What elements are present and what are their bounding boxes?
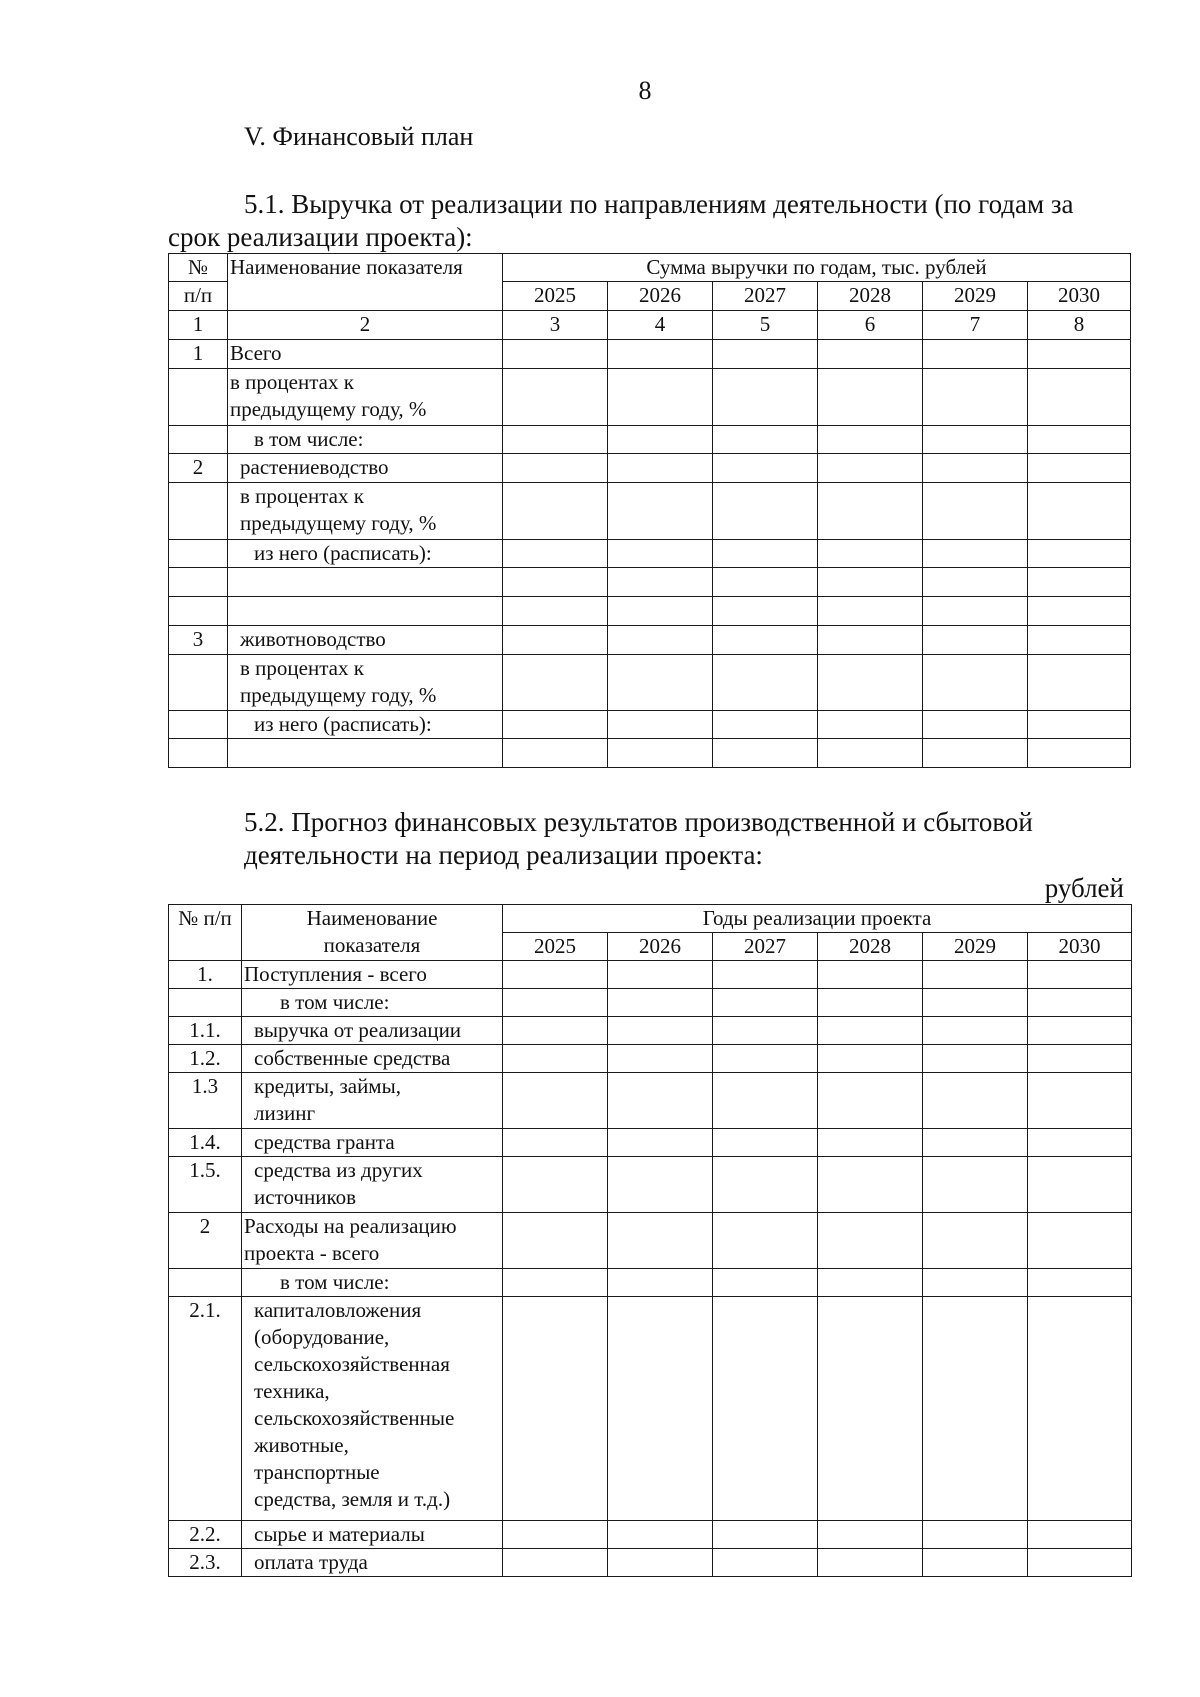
value-cell[interactable] (608, 1129, 713, 1157)
row-name-line: капиталовложения (254, 1298, 422, 1322)
row-number: 1.2. (169, 1045, 242, 1073)
column-number-row (169, 311, 1131, 340)
column-number: 6 (818, 311, 923, 340)
row-name (242, 1073, 503, 1129)
value-cell[interactable] (608, 597, 713, 626)
value-cell[interactable] (818, 1129, 923, 1157)
year-header: 2026 (608, 282, 713, 311)
units-label: рублей (1044, 873, 1124, 903)
col-header-no: № п/п (169, 905, 242, 961)
value-cell[interactable] (818, 597, 923, 626)
year-header: 2025 (503, 282, 608, 311)
value-cell[interactable] (503, 989, 608, 1017)
value-cell[interactable] (818, 626, 923, 655)
value-cell[interactable] (713, 961, 818, 989)
value-cell[interactable] (713, 739, 818, 768)
year-header: 2030 (1028, 933, 1132, 961)
row-number (169, 989, 242, 1017)
row-name-line: средства, земля и т.д.) (254, 1487, 451, 1511)
value-cell[interactable] (923, 597, 1028, 626)
table-row (169, 369, 1131, 426)
row-name: из него (расписать): (228, 540, 503, 568)
value-cell[interactable] (713, 989, 818, 1017)
value-cell[interactable] (608, 1521, 713, 1549)
value-cell[interactable] (608, 568, 713, 597)
value-cell[interactable] (923, 1213, 1028, 1269)
section-5-1-heading-line1: 5.1. Выручка от реализации по направлениям деятельности (по годам за (244, 189, 1074, 219)
value-cell[interactable] (608, 483, 713, 540)
table-row (169, 1213, 1132, 1269)
value-cell[interactable] (1028, 597, 1131, 626)
value-cell[interactable] (923, 1129, 1028, 1157)
col-header-name-line: Наименование (306, 906, 438, 930)
col-header-sum: Сумма выручки по годам, тыс. рублей (503, 254, 1131, 282)
value-cell[interactable] (923, 626, 1028, 655)
value-cell[interactable] (818, 1269, 923, 1297)
table-row (169, 1017, 1132, 1045)
value-cell[interactable] (818, 568, 923, 597)
value-cell[interactable] (503, 626, 608, 655)
value-cell[interactable] (503, 1045, 608, 1073)
row-number: 2 (169, 454, 228, 483)
table-row (169, 626, 1131, 655)
row-name (242, 1213, 503, 1269)
value-cell[interactable] (713, 1017, 818, 1045)
value-cell[interactable] (503, 568, 608, 597)
col-header-years: Годы реализации проекта (503, 905, 1132, 933)
row-name-line: сельскохозяйственные (254, 1406, 455, 1430)
row-number (169, 655, 228, 711)
col-header-no-line2: п/п (169, 282, 228, 311)
row-number (169, 1269, 242, 1297)
value-cell[interactable] (608, 426, 713, 454)
value-cell[interactable] (713, 626, 818, 655)
row-name[interactable] (228, 568, 503, 597)
value-cell[interactable] (503, 1213, 608, 1269)
value-cell[interactable] (503, 1017, 608, 1045)
col-header-name-line: показателя (323, 933, 421, 957)
value-cell[interactable] (503, 540, 608, 568)
row-number (169, 483, 228, 540)
year-header: 2028 (818, 933, 923, 961)
row-name-line: предыдущему году, % (240, 511, 437, 535)
value-cell[interactable] (1028, 454, 1131, 483)
row-name: из него (расписать): (228, 711, 503, 739)
page-number: 8 (638, 76, 652, 105)
value-cell[interactable] (923, 340, 1028, 369)
row-name[interactable] (228, 739, 503, 768)
row-name-line: предыдущему году, % (230, 397, 427, 421)
table-row (169, 1269, 1132, 1297)
value-cell[interactable] (713, 454, 818, 483)
value-cell[interactable] (1028, 1213, 1132, 1269)
table-row (169, 961, 1132, 989)
revenue-table (168, 253, 1131, 768)
value-cell[interactable] (818, 454, 923, 483)
column-number: 7 (923, 311, 1028, 340)
row-name: в том числе: (242, 1269, 503, 1297)
row-name: собственные средства (242, 1045, 503, 1073)
table-row (169, 597, 1131, 626)
value-cell[interactable] (923, 655, 1028, 711)
value-cell[interactable] (923, 369, 1028, 426)
value-cell[interactable] (713, 1073, 818, 1129)
value-cell[interactable] (503, 1157, 608, 1213)
value-cell[interactable] (713, 483, 818, 540)
row-name-line: предыдущему году, % (240, 683, 437, 707)
row-name-line: транспортные (254, 1460, 380, 1484)
value-cell[interactable] (1028, 426, 1131, 454)
value-cell[interactable] (608, 711, 713, 739)
value-cell[interactable] (923, 454, 1028, 483)
value-cell[interactable] (713, 340, 818, 369)
value-cell[interactable] (608, 1297, 713, 1521)
value-cell[interactable] (818, 1521, 923, 1549)
value-cell[interactable] (923, 1269, 1028, 1297)
row-name: растениеводство (228, 454, 503, 483)
row-name-line: источников (254, 1185, 357, 1209)
value-cell[interactable] (608, 1017, 713, 1045)
financial-results-table (168, 904, 1132, 1577)
row-number (169, 739, 228, 768)
value-cell[interactable] (503, 711, 608, 739)
table-row (169, 454, 1131, 483)
row-number: 1.3 (169, 1073, 242, 1129)
value-cell[interactable] (503, 426, 608, 454)
value-cell[interactable] (818, 1213, 923, 1269)
value-cell[interactable] (608, 961, 713, 989)
section-5-2-heading-line1: 5.2. Прогноз финансовых результатов производственной и сбытовой (244, 807, 1033, 837)
value-cell[interactable] (503, 1269, 608, 1297)
value-cell[interactable] (503, 739, 608, 768)
value-cell[interactable] (1028, 989, 1132, 1017)
row-name-line: животные, (254, 1433, 349, 1457)
value-cell[interactable] (923, 1297, 1028, 1521)
row-name (228, 369, 503, 426)
value-cell[interactable] (503, 454, 608, 483)
value-cell[interactable] (923, 961, 1028, 989)
value-cell[interactable] (503, 483, 608, 540)
value-cell[interactable] (713, 1521, 818, 1549)
value-cell[interactable] (818, 1297, 923, 1521)
value-cell[interactable] (608, 655, 713, 711)
table-row (169, 739, 1131, 768)
year-header: 2030 (1028, 282, 1131, 311)
row-name (228, 655, 503, 711)
value-cell[interactable] (1028, 1297, 1132, 1521)
table-row (169, 711, 1131, 739)
row-name: Всего (228, 340, 503, 369)
section-5-1-heading-line2: срок реализации проекта): (168, 222, 473, 252)
value-cell[interactable] (503, 1073, 608, 1129)
value-cell[interactable] (503, 597, 608, 626)
row-name: средства гранта (242, 1129, 503, 1157)
value-cell[interactable] (608, 1549, 713, 1577)
value-cell[interactable] (818, 711, 923, 739)
value-cell[interactable] (1028, 1045, 1132, 1073)
row-name-line: в процентах к (240, 484, 364, 508)
table-row (169, 1521, 1132, 1549)
value-cell[interactable] (1028, 1073, 1132, 1129)
row-name-line: техника, (254, 1379, 330, 1403)
value-cell[interactable] (608, 1269, 713, 1297)
value-cell[interactable] (1028, 626, 1131, 655)
value-cell[interactable] (1028, 655, 1131, 711)
row-number: 2.3. (169, 1549, 242, 1577)
value-cell[interactable] (713, 655, 818, 711)
row-number: 1.4. (169, 1129, 242, 1157)
value-cell[interactable] (713, 568, 818, 597)
table-row (169, 426, 1131, 454)
value-cell[interactable] (713, 1297, 818, 1521)
value-cell[interactable] (923, 426, 1028, 454)
year-header: 2026 (608, 933, 713, 961)
row-name-line: лизинг (254, 1101, 316, 1125)
year-header: 2027 (713, 933, 818, 961)
value-cell[interactable] (1028, 711, 1131, 739)
row-name: выручка от реализации (242, 1017, 503, 1045)
value-cell[interactable] (608, 1213, 713, 1269)
table-row (169, 989, 1132, 1017)
year-header: 2029 (923, 933, 1028, 961)
row-name: оплата труда (242, 1549, 503, 1577)
value-cell[interactable] (1028, 1129, 1132, 1157)
value-cell[interactable] (1028, 369, 1131, 426)
row-number: 1.5. (169, 1157, 242, 1213)
value-cell[interactable] (713, 1269, 818, 1297)
value-cell[interactable] (818, 1549, 923, 1577)
col-header-name: Наименование показателя (228, 254, 503, 311)
value-cell[interactable] (923, 540, 1028, 568)
value-cell[interactable] (713, 369, 818, 426)
value-cell[interactable] (713, 1157, 818, 1213)
value-cell[interactable] (608, 1157, 713, 1213)
value-cell[interactable] (503, 369, 608, 426)
row-name-line: (оборудование, (254, 1325, 390, 1349)
row-number: 1.1. (169, 1017, 242, 1045)
value-cell[interactable] (608, 340, 713, 369)
row-name-line: в процентах к (230, 370, 354, 394)
row-number: 2 (169, 1213, 242, 1269)
row-name: животноводство (228, 626, 503, 655)
value-cell[interactable] (818, 961, 923, 989)
value-cell[interactable] (818, 989, 923, 1017)
value-cell[interactable] (1028, 568, 1131, 597)
col-header-name (242, 905, 503, 961)
value-cell[interactable] (503, 961, 608, 989)
value-cell[interactable] (713, 426, 818, 454)
value-cell[interactable] (503, 1129, 608, 1157)
value-cell[interactable] (923, 739, 1028, 768)
value-cell[interactable] (1028, 1549, 1132, 1577)
row-number (169, 597, 228, 626)
row-name: в том числе: (228, 426, 503, 454)
value-cell[interactable] (713, 1129, 818, 1157)
value-cell[interactable] (923, 1157, 1028, 1213)
row-number: 1 (169, 340, 228, 369)
table-row (169, 1045, 1132, 1073)
value-cell[interactable] (713, 540, 818, 568)
section-title: V. Финансовый план (244, 122, 474, 151)
value-cell[interactable] (923, 483, 1028, 540)
table-row (169, 483, 1131, 540)
value-cell[interactable] (608, 369, 713, 426)
value-cell[interactable] (608, 1073, 713, 1129)
value-cell[interactable] (818, 1017, 923, 1045)
value-cell[interactable] (608, 540, 713, 568)
table-row (169, 568, 1131, 597)
value-cell[interactable] (503, 1297, 608, 1521)
row-name-line: сельскохозяйственная (254, 1352, 450, 1376)
value-cell[interactable] (713, 597, 818, 626)
section-5-2-heading-line2: деятельности на период реализации проекта: (244, 840, 763, 870)
value-cell[interactable] (818, 340, 923, 369)
value-cell[interactable] (503, 1521, 608, 1549)
value-cell[interactable] (923, 711, 1028, 739)
value-cell[interactable] (608, 739, 713, 768)
row-name[interactable] (228, 597, 503, 626)
table-row (169, 1157, 1132, 1213)
row-number (169, 540, 228, 568)
row-name: Поступления - всего (242, 961, 503, 989)
column-number: 8 (1028, 311, 1131, 340)
value-cell[interactable] (1028, 739, 1131, 768)
value-cell[interactable] (923, 568, 1028, 597)
value-cell[interactable] (608, 454, 713, 483)
value-cell[interactable] (503, 655, 608, 711)
value-cell[interactable] (923, 1017, 1028, 1045)
table-row (169, 1129, 1132, 1157)
row-number: 3 (169, 626, 228, 655)
row-name-line: средства из других (254, 1158, 423, 1182)
year-header: 2028 (818, 282, 923, 311)
row-name (242, 1157, 503, 1213)
row-number: 2.2. (169, 1521, 242, 1549)
value-cell[interactable] (608, 1045, 713, 1073)
value-cell[interactable] (1028, 340, 1131, 369)
value-cell[interactable] (1028, 1017, 1132, 1045)
table-row (169, 1073, 1132, 1129)
value-cell[interactable] (1028, 483, 1131, 540)
value-cell[interactable] (923, 1521, 1028, 1549)
value-cell[interactable] (1028, 1521, 1132, 1549)
table-row (169, 340, 1131, 369)
table-row (169, 540, 1131, 568)
row-name-line: кредиты, займы, (254, 1074, 401, 1098)
value-cell[interactable] (818, 739, 923, 768)
table-row (169, 1297, 1132, 1521)
row-name (242, 1297, 503, 1521)
row-name: в том числе: (242, 989, 503, 1017)
row-name (228, 483, 503, 540)
value-cell[interactable] (818, 1157, 923, 1213)
value-cell[interactable] (713, 711, 818, 739)
row-name: сырье и материалы (242, 1521, 503, 1549)
row-name-line: проекта - всего (244, 1241, 380, 1265)
value-cell[interactable] (503, 1549, 608, 1577)
value-cell[interactable] (818, 483, 923, 540)
value-cell[interactable] (1028, 540, 1131, 568)
column-number: 1 (169, 311, 228, 340)
value-cell[interactable] (818, 1045, 923, 1073)
row-number (169, 426, 228, 454)
value-cell[interactable] (1028, 1269, 1132, 1297)
value-cell[interactable] (818, 426, 923, 454)
value-cell[interactable] (818, 655, 923, 711)
year-header: 2029 (923, 282, 1028, 311)
year-header: 2025 (503, 933, 608, 961)
row-number (169, 369, 228, 426)
value-cell[interactable] (923, 1073, 1028, 1129)
table-row (169, 1549, 1132, 1577)
value-cell[interactable] (713, 1549, 818, 1577)
value-cell[interactable] (713, 1045, 818, 1073)
value-cell[interactable] (608, 989, 713, 1017)
row-name-line: Расходы на реализацию (244, 1214, 457, 1238)
value-cell[interactable] (818, 540, 923, 568)
row-number (169, 711, 228, 739)
row-number: 1. (169, 961, 242, 989)
year-header: 2027 (713, 282, 818, 311)
row-number: 2.1. (169, 1297, 242, 1521)
row-number (169, 568, 228, 597)
column-number: 3 (503, 311, 608, 340)
value-cell[interactable] (818, 1073, 923, 1129)
column-number: 2 (228, 311, 503, 340)
row-name-line: в процентах к (240, 656, 364, 680)
value-cell[interactable] (923, 1045, 1028, 1073)
value-cell[interactable] (1028, 961, 1132, 989)
column-number: 4 (608, 311, 713, 340)
value-cell[interactable] (923, 1549, 1028, 1577)
col-header-no: № (169, 254, 228, 282)
column-number: 5 (713, 311, 818, 340)
value-cell[interactable] (818, 369, 923, 426)
value-cell[interactable] (1028, 1157, 1132, 1213)
table-row (169, 655, 1131, 711)
value-cell[interactable] (923, 989, 1028, 1017)
value-cell[interactable] (503, 340, 608, 369)
value-cell[interactable] (713, 1213, 818, 1269)
value-cell[interactable] (608, 626, 713, 655)
